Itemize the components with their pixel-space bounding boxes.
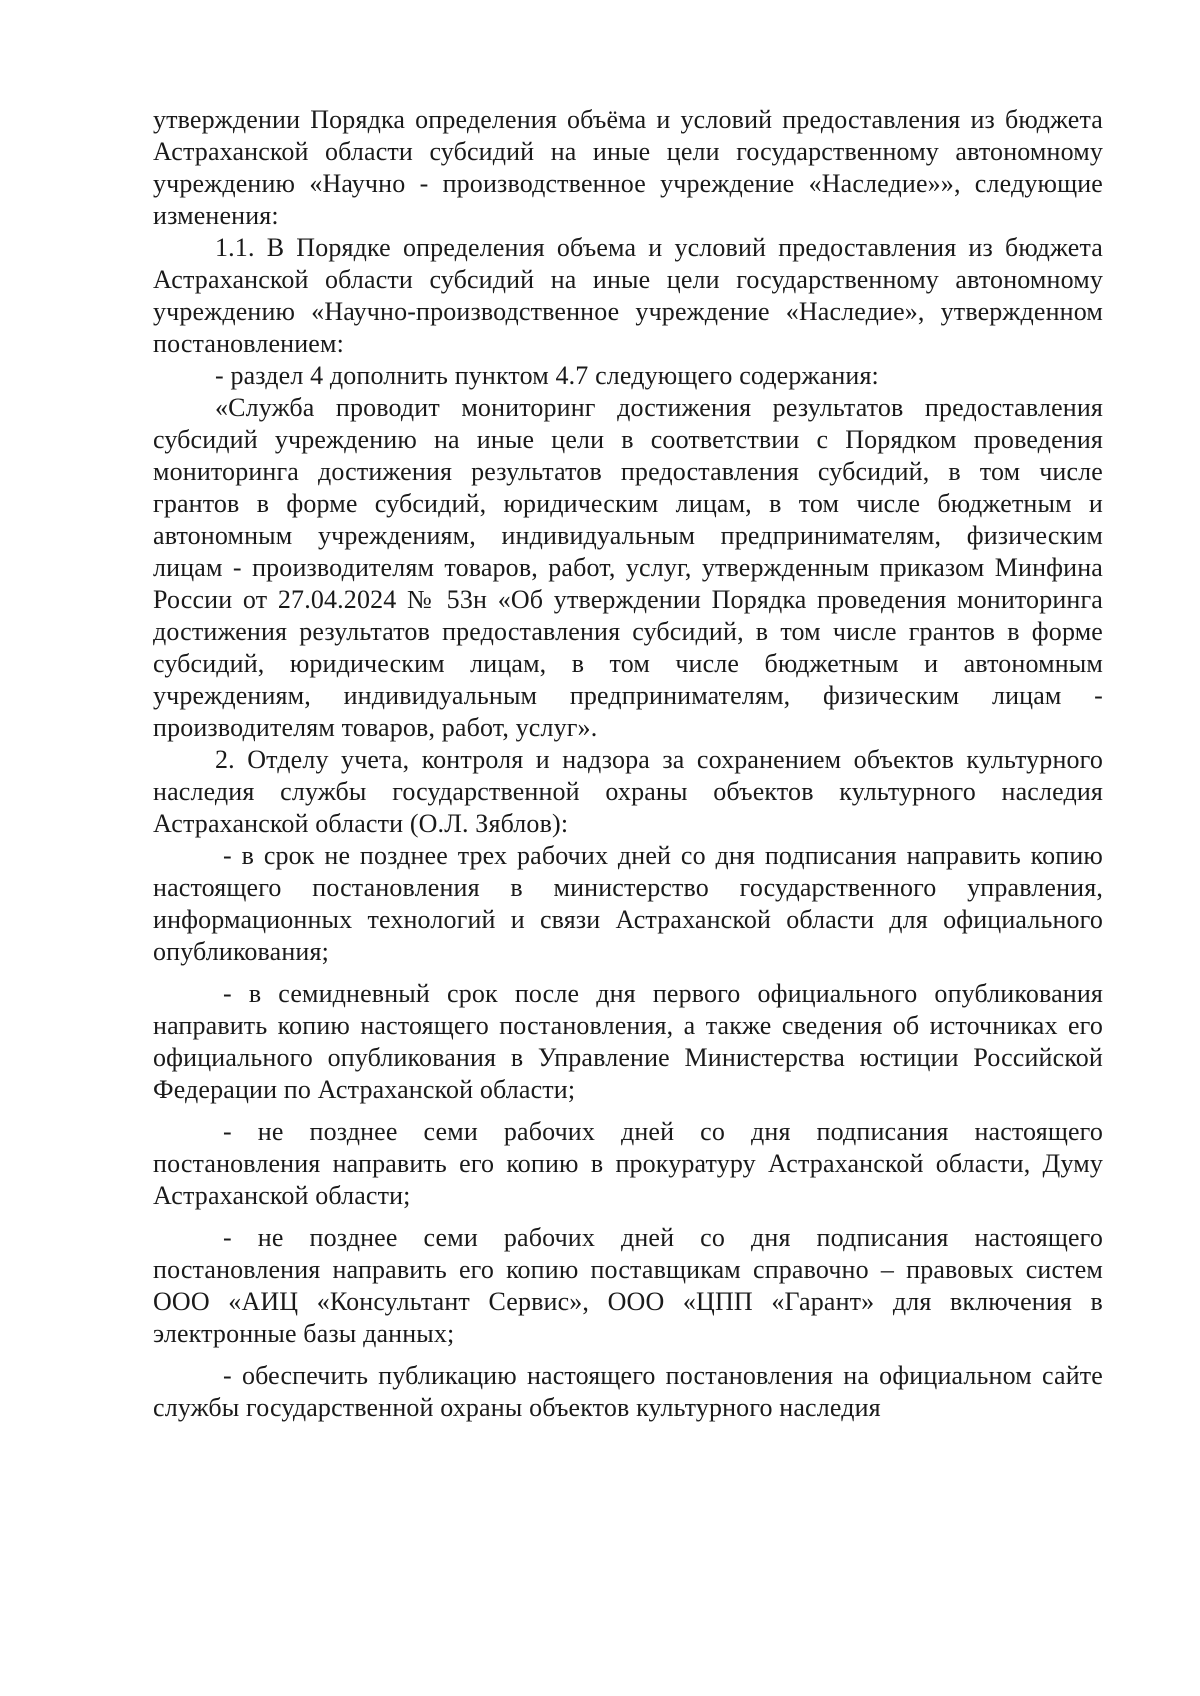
paragraph-decree-intro: утверждении Порядка определения объёма и условий предоставления из бюджета Астраханской области субсидий на иные цели государственному автономному учреждению «Научно - производственное учреждение «Наследие»», следующие изменения: xyxy=(153,105,1103,230)
paragraph-item-4-7-text: «Служба проводит мониторинг достижения результатов предоставления субсидий учреждению на иные цели в соответствии с Порядком проведения мониторинга достижения результатов предоставления субсидий, в том числе грантов в форме субсидий, юридическим лицам, в том числе бюджетным и автономным учреждениям, индивидуальным предпринимателям, физическим лицам - производителям товаров, работ, услуг, утвержденным приказом Минфина России от 27.04.2024 № 53н «Об утверждении Порядка проведения мониторинга достижения результатов предоставления субсидий, в том числе грантов в форме субсидий, юридическим лицам, в том числе бюджетным и автономным учреждениям, индивидуальным предпринимателям, физическим лицам - производителям товаров, работ, услуг». xyxy=(153,393,1103,742)
paragraph-official-publication: - в срок не позднее трех рабочих дней со дня подписания направить копию настоящего постановления в министерство государственного управления, информационных технологий и связи Астраханской области для официального опубликования; xyxy=(153,841,1103,966)
paragraph-prosecutor-duma: - не позднее семи рабочих дней со дня подписания настоящего постановления направить его копию в прокуратуру Астраханской области, Думу Астраханской области; xyxy=(153,1117,1103,1210)
document-body xyxy=(153,104,1103,1424)
paragraph-item-2: 2. Отделу учета, контроля и надзора за сохранением объектов культурного наследия службы государственной охраны объектов культурного наследия Астраханской области (О.Л. Зяблов): xyxy=(153,745,1103,838)
paragraph-item-1-1: 1.1. В Порядке определения объема и условий предоставления из бюджета Астраханской области субсидий на иные цели государственному автономному учреждению «Научно-производственное учреждение «Наследие», утвержденном постановлением: xyxy=(153,233,1103,358)
paragraph-ministry-of-justice: - в семидневный срок после дня первого официального опубликования направить копию настоящего постановления, а также сведения об источниках его официального опубликования в Управление Министерства юстиции Российской Федерации по Астраханской области; xyxy=(153,979,1103,1104)
paragraph-legal-systems: - не позднее семи рабочих дней со дня подписания настоящего постановления направить его копию поставщикам справочно – правовых систем ООО «АИЦ «Консультант Сервис», ООО «ЦПП «Гарант» для включения в электронные базы данных; xyxy=(153,1223,1103,1348)
paragraph-section-4-amendment: - раздел 4 дополнить пунктом 4.7 следующего содержания: xyxy=(215,361,879,390)
paragraph-website-publication: - обеспечить публикацию настоящего постановления на официальном сайте службы государственной охраны объектов культурного наследия xyxy=(153,1361,1103,1422)
